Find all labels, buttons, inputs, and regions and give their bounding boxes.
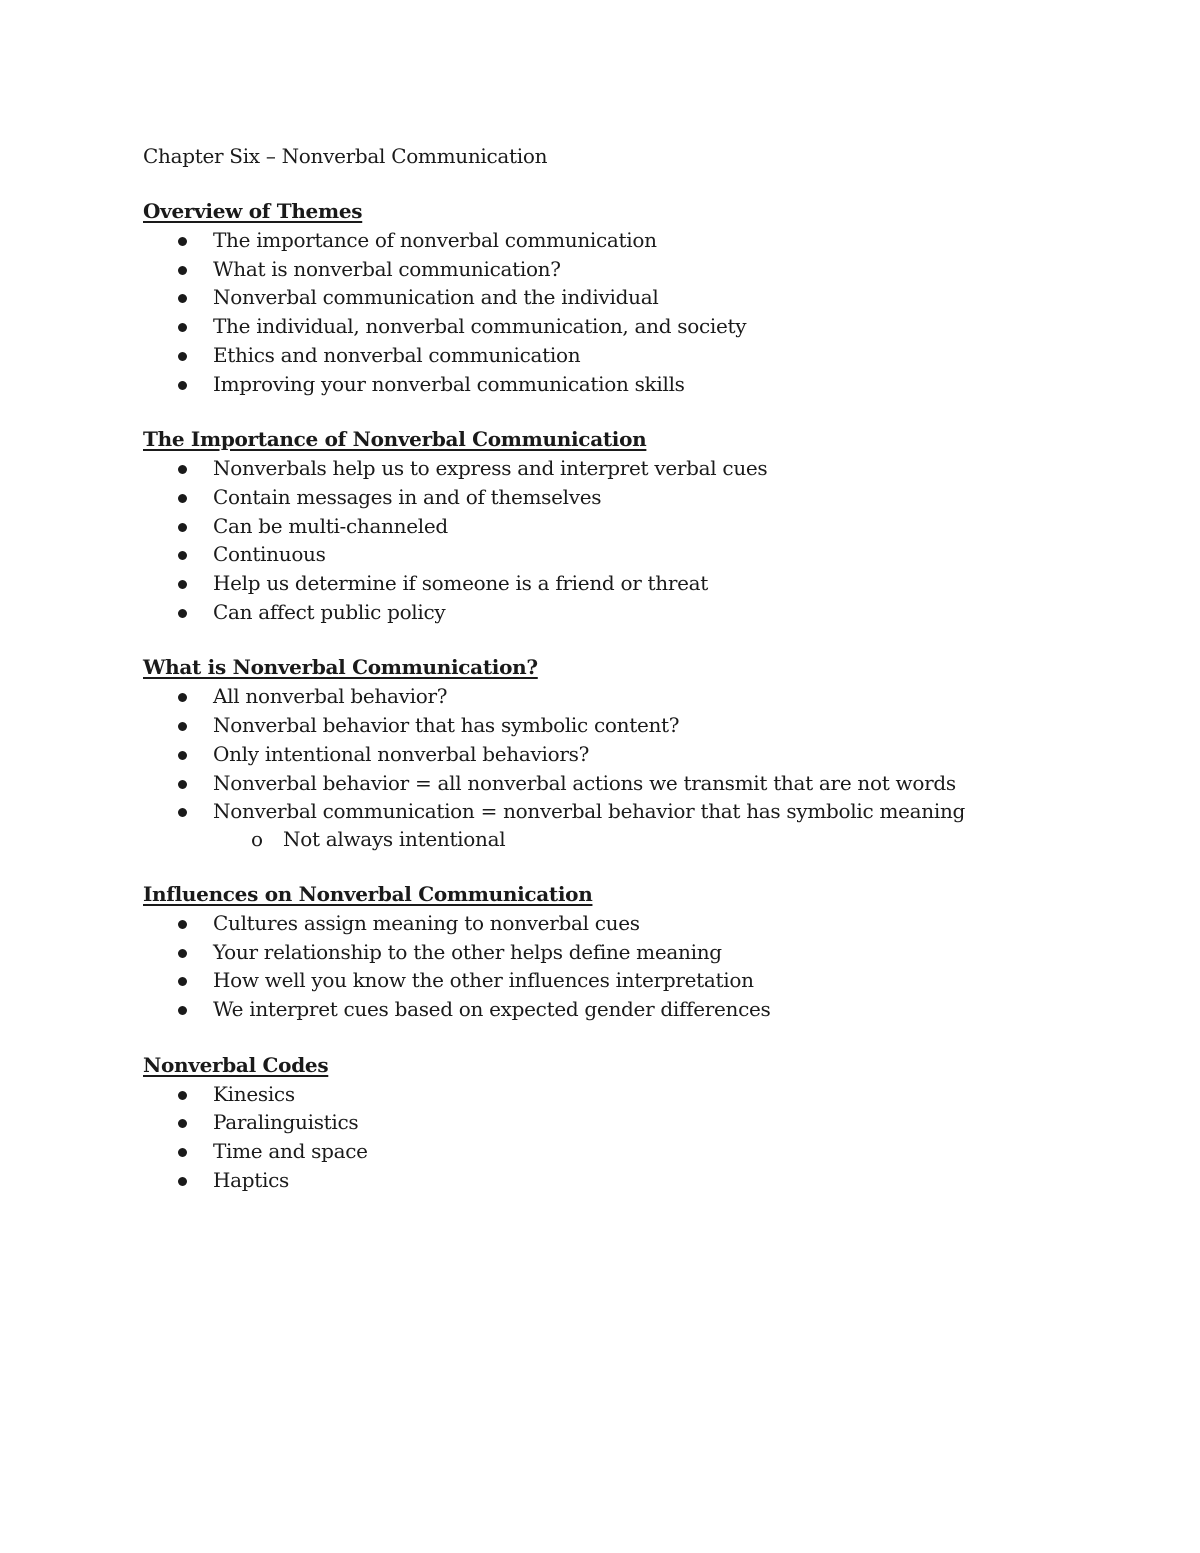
- bullet-dot-icon: [178, 1119, 187, 1128]
- sub-bullet-text: Not always intentional: [283, 826, 506, 851]
- bullet-item: [143, 797, 1103, 826]
- bullet-item: [143, 483, 1103, 512]
- bullet-text: Paralinguistics: [213, 1110, 359, 1135]
- bullet-text: Contain messages in and of themselves: [213, 484, 602, 509]
- bullet-item: [143, 711, 1103, 740]
- section-heading: Overview of Themes: [143, 199, 363, 223]
- bullet-item: [143, 740, 1103, 769]
- bullet-dot-icon: [178, 523, 187, 532]
- bullet-text: Kinesics: [213, 1081, 295, 1106]
- bullet-list: [143, 909, 1103, 1024]
- bullet-text: All nonverbal behavior?: [213, 684, 448, 709]
- bullet-text: The individual, nonverbal communication, and society: [213, 314, 747, 339]
- bullet-dot-icon: [178, 751, 187, 760]
- bullet-dot-icon: [178, 465, 187, 474]
- bullet-dot-icon: [178, 1091, 187, 1100]
- bullet-text: Nonverbals help us to express and interpret verbal cues: [213, 456, 768, 481]
- bullet-item: [143, 283, 1103, 312]
- section: [143, 426, 1103, 626]
- bullet-dot-icon: [178, 381, 187, 390]
- bullet-dot-icon: [178, 977, 187, 986]
- bullet-text: Nonverbal behavior that has symbolic content?: [213, 713, 680, 738]
- bullet-item: [143, 598, 1103, 627]
- bullet-dot-icon: [178, 1177, 187, 1186]
- section-heading: What is Nonverbal Communication?: [143, 655, 538, 680]
- bullet-item: [143, 454, 1103, 483]
- bullet-dot-icon: [178, 551, 187, 560]
- bullet-text: The importance of nonverbal communication: [213, 228, 657, 252]
- bullet-item: [143, 1137, 1103, 1166]
- bullet-text: Can be multi-channeled: [213, 513, 448, 538]
- bullet-item: [143, 512, 1103, 541]
- bullet-dot-icon: [178, 609, 187, 618]
- bullet-dot-icon: [178, 494, 187, 503]
- document-title: Chapter Six – Nonverbal Communication: [143, 144, 548, 168]
- bullet-dot-icon: [178, 920, 187, 929]
- bullet-text: Nonverbal behavior = all nonverbal actions we transmit that are not words: [213, 770, 956, 795]
- bullet-text: What is nonverbal communication?: [213, 256, 561, 281]
- bullet-item: [143, 341, 1103, 370]
- bullet-text: Nonverbal communication and the individual: [213, 285, 659, 310]
- bullet-text: Haptics: [213, 1167, 289, 1192]
- section: [143, 654, 1103, 853]
- bullet-item: [143, 312, 1103, 341]
- bullet-text: Only intentional nonverbal behaviors?: [213, 741, 590, 766]
- bullet-item: [143, 995, 1103, 1024]
- section: [143, 198, 1103, 398]
- sub-bullet-marker: o: [251, 826, 263, 851]
- bullet-text: Your relationship to the other helps define meaning: [213, 939, 722, 964]
- bullet-dot-icon: [178, 808, 187, 817]
- bullet-text: Can affect public policy: [213, 599, 446, 624]
- bullet-dot-icon: [178, 1006, 187, 1015]
- bullet-item: [143, 1080, 1103, 1109]
- section: [143, 1052, 1103, 1195]
- section: [143, 881, 1103, 1024]
- bullet-text: Nonverbal communication = nonverbal behavior that has symbolic meaning: [213, 799, 966, 824]
- section-heading: The Importance of Nonverbal Communication: [143, 427, 647, 452]
- bullet-item: [143, 682, 1103, 711]
- bullet-dot-icon: [178, 780, 187, 789]
- bullet-item: [143, 909, 1103, 938]
- section-heading: Nonverbal Codes: [143, 1052, 329, 1077]
- bullet-item: [143, 769, 1103, 798]
- bullet-item: [143, 938, 1103, 967]
- sub-list-container: [143, 826, 1103, 853]
- bullet-dot-icon: [178, 266, 187, 275]
- bullet-list: [143, 682, 1103, 853]
- section-heading: Influences on Nonverbal Communication: [143, 881, 593, 906]
- bullet-list: [143, 1080, 1103, 1195]
- bullet-text: Improving your nonverbal communication skills: [213, 371, 685, 396]
- bullet-item: [143, 569, 1103, 598]
- bullet-text: Ethics and nonverbal communication: [213, 342, 581, 367]
- bullet-dot-icon: [178, 580, 187, 589]
- bullet-item: [143, 255, 1103, 284]
- bullet-dot-icon: [178, 722, 187, 731]
- bullet-dot-icon: [178, 1148, 187, 1157]
- bullet-item: [143, 540, 1103, 569]
- bullet-item: [143, 226, 1103, 255]
- bullet-item: [143, 966, 1103, 995]
- bullet-dot-icon: [178, 237, 187, 246]
- bullet-text: How well you know the other influences interpretation: [213, 968, 754, 993]
- bullet-dot-icon: [178, 352, 187, 361]
- bullet-dot-icon: [178, 949, 187, 958]
- sub-bullet-list: [213, 826, 1103, 853]
- document-page: [143, 142, 1103, 1195]
- bullet-text: Cultures assign meaning to nonverbal cues: [213, 910, 640, 935]
- bullet-list: [143, 226, 1103, 398]
- bullet-text: Continuous: [213, 542, 326, 567]
- bullet-dot-icon: [178, 294, 187, 303]
- bullet-item: [143, 370, 1103, 399]
- bullet-list: [143, 454, 1103, 626]
- bullet-text: We interpret cues based on expected gender differences: [213, 997, 771, 1022]
- bullet-item: [143, 1108, 1103, 1137]
- bullet-text: Help us determine if someone is a friend or threat: [213, 571, 708, 596]
- sections-container: [143, 198, 1103, 1195]
- bullet-text: Time and space: [213, 1139, 368, 1164]
- bullet-dot-icon: [178, 693, 187, 702]
- bullet-dot-icon: [178, 323, 187, 332]
- bullet-item: [143, 1166, 1103, 1195]
- sub-bullet-item: [213, 826, 1103, 853]
